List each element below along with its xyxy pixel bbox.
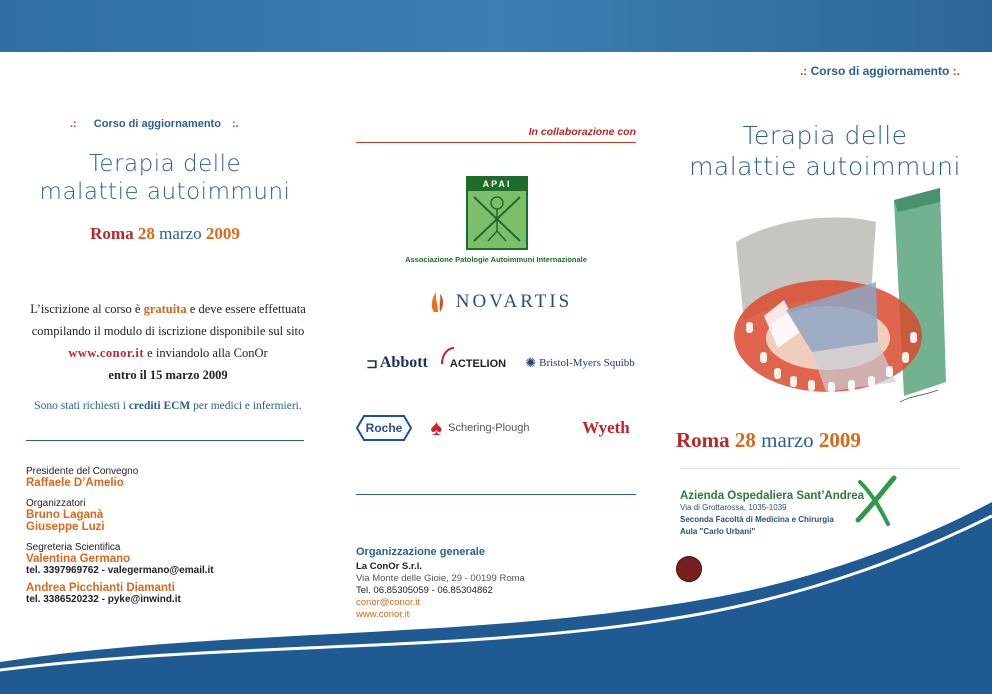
ecm-part-1: Sono stati richiesti i	[34, 400, 129, 412]
bms-emblem-icon: ✺	[525, 355, 537, 370]
right-date	[676, 428, 966, 453]
org-email[interactable]: conor@conor.it	[356, 597, 421, 608]
novartis-flame-icon	[428, 290, 448, 314]
abbott-text: Abbott	[379, 354, 428, 371]
hospital-address: Via di Grottarossa, 1035-1039	[680, 503, 787, 512]
hospital-cross-icon	[852, 474, 900, 528]
org-label: Organizzazione generale	[356, 546, 485, 558]
org-name: La ConOr S.r.l.	[356, 561, 422, 572]
right-title	[680, 120, 970, 182]
secretary-2-name: Andrea Picchianti Diamanti	[26, 582, 175, 594]
hospital-name: Azienda Ospedaliera Sant’Andrea	[680, 490, 865, 502]
bms-text: Bristol-Myers Squibb	[539, 357, 635, 369]
left-credits	[26, 466, 316, 605]
org-address: Via Monte delle Gioie, 29 - 00199 Roma	[356, 573, 525, 584]
left-divider	[26, 440, 304, 441]
apai-name: Associazione Patologie Autoimmuni Internazionale	[405, 255, 587, 264]
wyeth-logo	[574, 414, 638, 442]
bms-logo	[520, 350, 640, 376]
dots-right: :.	[231, 118, 239, 130]
secretary-2-contact: tel. 3386520232 - pyke@inwind.it	[26, 594, 181, 605]
date-month: marzo	[761, 428, 814, 452]
date-month: marzo	[159, 224, 202, 243]
actelion-text: ACTELION	[449, 358, 507, 370]
wyeth-text: Wyeth	[582, 418, 630, 437]
room: Aula "Carlo Urbani"	[680, 527, 756, 536]
roche-logo	[356, 414, 412, 442]
date-roma: Roma	[90, 224, 134, 243]
ecm-part-2: per medici e infermieri.	[190, 400, 302, 412]
novartis-logo	[400, 288, 600, 316]
organizers-label: Organizzatori	[26, 498, 86, 509]
org-tel: Tel. 06.85305059 - 06.85304862	[356, 585, 493, 596]
right-course-tag	[720, 64, 960, 78]
roche-text: Roche	[365, 421, 403, 435]
sapienza-seal-icon	[676, 556, 702, 582]
course-tag-text: Corso di aggiornamento	[93, 118, 221, 130]
secretariat-label: Segreteria Scientifica	[26, 542, 121, 553]
reg-part-3: e inviandolo alla ConOr	[144, 346, 268, 360]
title-line-1: Terapia delle	[742, 121, 908, 150]
organizer-1: Bruno Laganà	[26, 509, 104, 521]
abbott-logo	[352, 350, 442, 376]
schering-mark-icon: ♠	[430, 415, 443, 440]
ecm-text	[20, 400, 316, 412]
apai-figure-icon	[468, 191, 526, 247]
abbott-mark-icon: ⊐	[366, 354, 378, 371]
apai-logo	[466, 176, 528, 250]
secretary-1-contact: tel. 3397969762 - valegermano@email.it	[26, 565, 214, 576]
university: Sapienza Università di Roma	[708, 563, 818, 572]
apai-logo-text: APAI	[468, 178, 526, 191]
date-day: 28	[734, 428, 756, 452]
registration-text	[20, 298, 316, 386]
colosseum-illustration	[716, 182, 956, 422]
reg-part-1: L’iscrizione al corso è	[30, 302, 144, 316]
organization-block	[356, 546, 636, 621]
right-divider	[680, 468, 960, 469]
president-name: Raffaele D’Amelio	[26, 477, 124, 489]
org-web[interactable]: www.conor.it	[356, 609, 410, 620]
dots-left: .:	[70, 118, 77, 130]
date-roma: Roma	[676, 428, 730, 452]
left-title	[20, 150, 310, 206]
reg-line-2: compilando il modulo di iscrizione disponibile sul sito	[31, 324, 305, 338]
middle-divider	[356, 494, 636, 495]
reg-deadline: entro il 15 marzo 2009	[108, 368, 228, 382]
schering-text: Schering-Plough	[448, 422, 530, 434]
actelion-logo	[440, 346, 516, 376]
reg-part-2: e deve essere effettuata	[186, 302, 306, 316]
novartis-text: NOVARTIS	[455, 291, 573, 312]
course-tag-text: Corso di aggiornamento	[810, 64, 950, 78]
date-year: 2009	[818, 428, 861, 452]
title-line-1: Terapia delle	[88, 151, 242, 177]
president-label: Presidente del Convegno	[26, 466, 139, 477]
collab-divider	[356, 142, 636, 143]
dots-right: :.	[952, 64, 960, 78]
reg-free: gratuita	[143, 302, 187, 316]
date-day: 28	[137, 224, 155, 243]
title-line-2: malattie autoimmuni	[689, 152, 961, 181]
reg-site-link[interactable]: www.conor.it	[68, 346, 145, 360]
left-course-tag	[70, 118, 270, 130]
collab-label: In collaborazione con	[528, 126, 636, 138]
title-line-2: malattie autoimmuni	[39, 179, 291, 205]
faculty: Seconda Facoltà di Medicina e Chirurgia	[680, 515, 834, 524]
date-year: 2009	[205, 224, 240, 243]
left-date	[20, 224, 310, 244]
secretary-1-name: Valentina Germano	[26, 553, 131, 565]
schering-logo	[426, 414, 534, 442]
ecm-bold: crediti ECM	[128, 400, 191, 412]
dots-left: .:	[799, 64, 808, 78]
actelion-arc-icon	[440, 346, 456, 366]
organizer-2: Giuseppe Luzi	[26, 521, 105, 533]
